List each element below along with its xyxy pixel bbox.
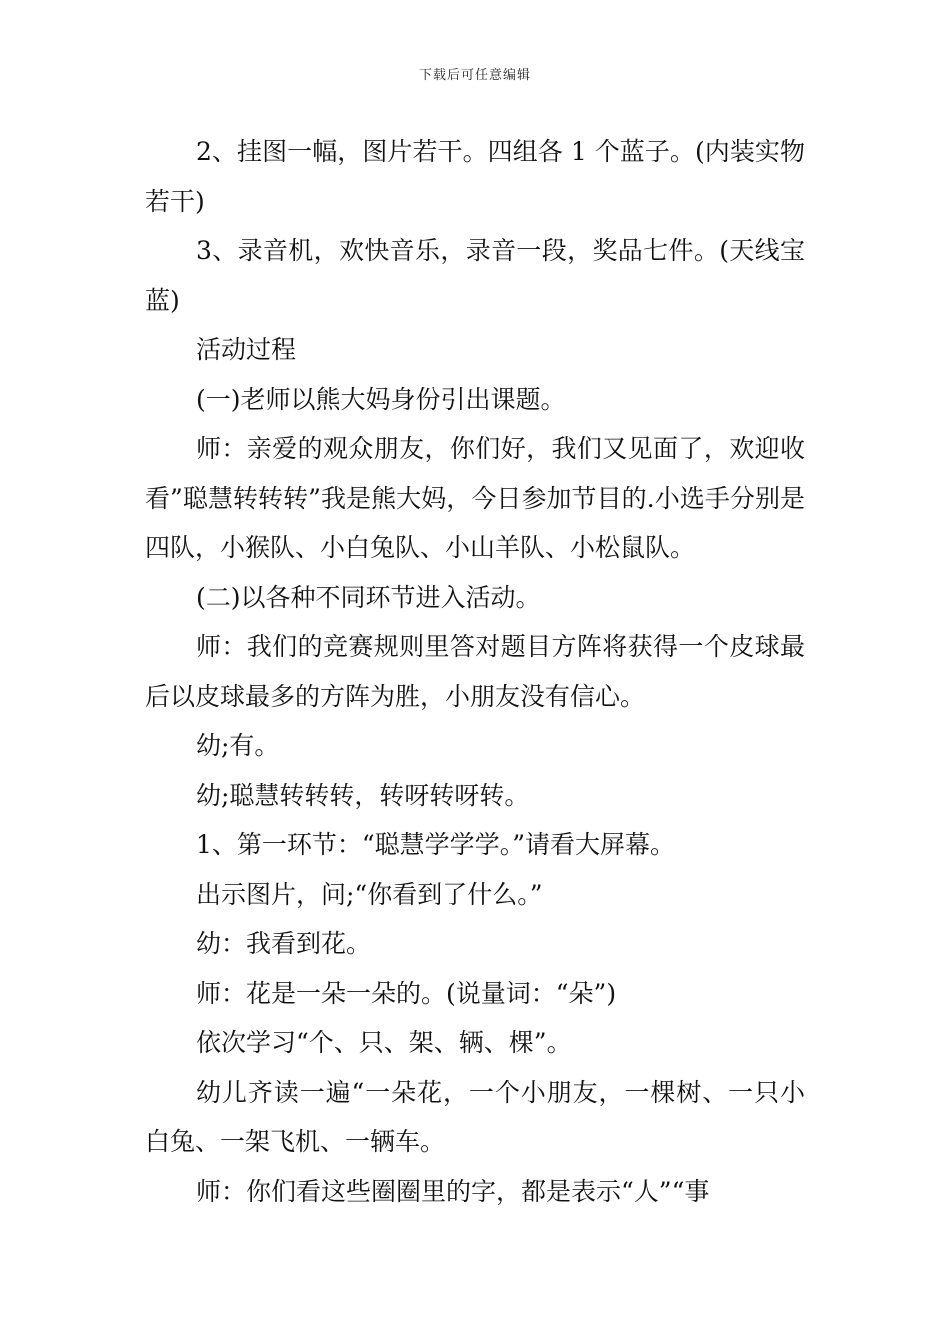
document-body xyxy=(145,127,805,1216)
paragraph-first-stage: 1、第一环节：“聪慧学学学。”请看大屏幕。 xyxy=(196,830,675,859)
paragraph-child-answer: 幼：我看到花。 xyxy=(196,929,372,958)
paragraph-child-reply-1: 幼;有。 xyxy=(196,731,280,760)
paragraph-group-reading: 幼儿齐读一遍“一朵花，一个小朋友，一棵树、一只小白兔、一架飞机、一辆车。 xyxy=(145,1077,805,1156)
paragraph-teacher-rules: 师：我们的竞赛规则里答对题目方阵将获得一个皮球最后以皮球最多的方阵为胜，小朋友没有信心。 xyxy=(145,632,805,711)
paragraph-learn-sequence: 依次学习“个、只、架、辆、棵”。 xyxy=(196,1028,572,1057)
paragraph-teacher-intro: 师：亲爱的观众朋友，你们好，我们又见面了，欢迎收看”聪慧转转转”我是熊大妈，今日参加节目的.小选手分别是四队，小猴队、小白兔队、小山羊队、小松鼠队。 xyxy=(145,434,805,562)
paragraph-materials-2: 2、挂图一幅，图片若干。四组各 1 个蓝子。(内装实物若干) xyxy=(145,137,805,216)
section-heading-activity-process: 活动过程 xyxy=(196,335,297,364)
paragraph-step-1: (一)老师以熊大妈身份引出课题。 xyxy=(196,384,566,414)
paragraph-teacher-circles: 师：你们看这些圈圈里的字，都是表示“人”“事 xyxy=(196,1176,710,1206)
paragraph-step-2: (二)以各种不同环节进入活动。 xyxy=(196,582,541,612)
page-header: 下载后可任意编辑 xyxy=(418,68,531,83)
paragraph-materials-3: 3、录音机，欢快音乐，录音一段，奖品七件。(天线宝蓝) xyxy=(145,236,805,315)
paragraph-teacher-measure-word: 师：花是一朵一朵的。(说量词：“朵”) xyxy=(196,978,617,1008)
paragraph-child-reply-2: 幼;聪慧转转转，转呀转呀转。 xyxy=(196,780,530,810)
paragraph-show-picture: 出示图片，问;“你看到了什么。” xyxy=(196,879,543,909)
